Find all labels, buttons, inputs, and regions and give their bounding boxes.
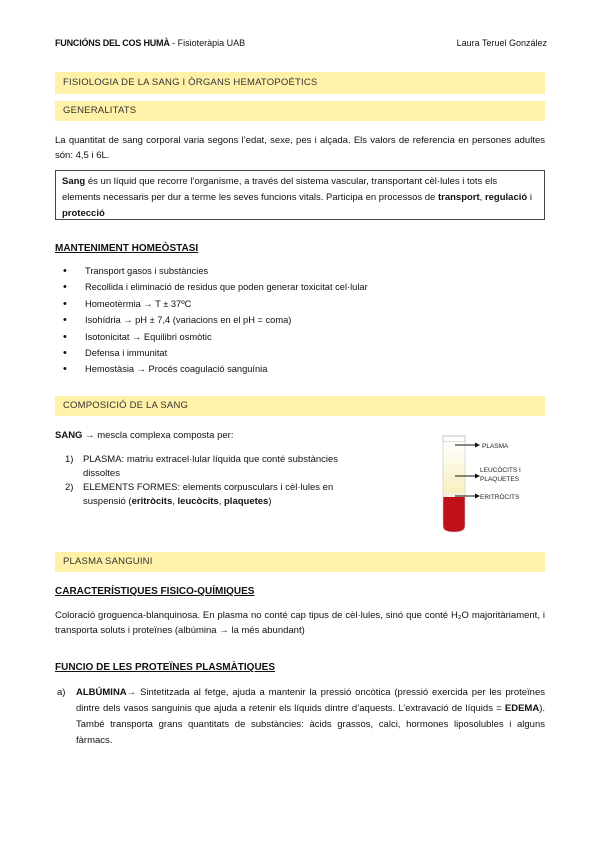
- course-title: FUNCIÓNS DEL COS HUMÀ: [55, 38, 170, 48]
- list-separator: ,: [172, 496, 178, 507]
- albumina-item: [55, 685, 545, 749]
- erythrocyte-layer: [443, 497, 465, 532]
- definition-text: és un líquid que recorre l’organisme, a través del sistema vascular, transportant cèl·lules i tots els elements necessaris per dur a terme les seves funcions vitals. Participa en processos de: [62, 176, 498, 203]
- plasma-paragraph: Coloració groguenca-blanquinosa. En plasma no conté cap tipus de cèl·lules, sinó que conté H₂O majoritàriament, i transporta soluts i proteïnes (albúmina → la més abundant): [55, 610, 545, 636]
- list-separator: ): [268, 496, 272, 507]
- list-text: ELEMENTS FORMES: elements corpusculars i cèl·lules en suspensió (: [83, 482, 334, 507]
- list-item: • Recollida i eliminació de residus que poden generar toxicitat cel·lular: [55, 282, 368, 298]
- blood-definition-box: [55, 170, 545, 220]
- generalitats-paragraph: La quantitat de sang corporal varia segons l’edat, sexe, pes i alçada. Els valors de referencia en persones adultes són: 4,5 i 6L.: [55, 135, 545, 161]
- keyword-eritrocits: eritròcits: [131, 496, 173, 507]
- keyword-albumina: ALBÚMINA: [76, 687, 127, 698]
- plasma-layer: [443, 442, 465, 496]
- section-band-generalitats: GENERALITATS: [55, 101, 545, 121]
- figure-label-plasma: PLASMA: [482, 443, 509, 450]
- list-item: • Homeotèrmia → T ± 37ºC: [55, 299, 368, 315]
- tube-cap: [443, 436, 465, 442]
- heading-caracteristiques: CARACTERÍSTIQUES FISICO-QUÍMIQUES: [55, 586, 255, 597]
- albumina-text: [76, 685, 545, 749]
- arrow-head-icon: [475, 443, 480, 448]
- list-number: 2): [65, 482, 74, 493]
- definition-separator: ,: [479, 192, 485, 203]
- page-header-title: [55, 38, 245, 48]
- sang-term: SANG: [55, 430, 83, 441]
- figure-label-leucocits: LEUCÒCITS I: [480, 467, 521, 474]
- test-tube: [443, 436, 465, 532]
- definition-term: Sang: [62, 176, 86, 187]
- albumina-description: → Sintetitzada al fetge, ajuda a mantenir la pressió oncòtica (pressió exercida per les proteïnes dintre dels vasos sanguinis que ajuda a retenir els líquids dintre d’aquests. L’extravació de líquids =: [76, 687, 545, 714]
- item-label: a): [57, 687, 66, 698]
- list-item-elements: [55, 481, 355, 509]
- list-item-plasma: [55, 453, 355, 481]
- sang-definition: [55, 430, 233, 441]
- author-name: Laura Teruel González: [456, 38, 547, 48]
- keyword-proteccio: protecció: [62, 208, 105, 219]
- keyword-edema: EDEMA: [504, 703, 540, 714]
- list-item: • Hemostàsia → Procés coagulació sanguínia: [55, 364, 368, 380]
- keyword-plaquetes: plaquetes: [224, 496, 269, 507]
- list-item: • Defensa i immunitat: [55, 348, 368, 364]
- figure-label-eritrocits: ERITRÒCITS: [480, 494, 520, 501]
- list-item: • Transport gasos i substàncies: [55, 266, 368, 282]
- heading-proteines: FUNCIO DE LES PROTEÏNES PLASMÀTIQUES: [55, 662, 276, 673]
- definition-separator: i: [527, 192, 532, 203]
- figure-label-plaquetes: PLAQUETES: [480, 476, 520, 483]
- keyword-transport: transport: [437, 192, 480, 203]
- albumina-description-end: ). També transporta grans quantitats de substàncies: àcids grassos, calci, hormones liposolubles i alguns fàrmacs.: [76, 703, 545, 746]
- blood-tube-figure: [425, 430, 545, 538]
- heading-manteniment: MANTENIMENT HOMEÒSTASI: [55, 243, 199, 254]
- list-item: • Isohídria → pH ± 7,4 (variacions en el pH = coma): [55, 315, 368, 331]
- section-band-plasma: PLASMA SANGUINI: [55, 552, 545, 572]
- section-band-main-title: FISIOLOGIA DE LA SANG I ÒRGANS HEMATOPOÈTICS: [55, 72, 545, 94]
- manteniment-list: [55, 266, 368, 381]
- section-band-composicio: COMPOSICIÓ DE LA SANG: [55, 396, 545, 416]
- list-separator: ,: [218, 496, 224, 507]
- composicio-list: [55, 453, 355, 509]
- keyword-leucocits: leucòcits: [177, 496, 219, 507]
- course-subtitle: - Fisioteràpia UAB: [169, 38, 246, 48]
- sang-text: → mescla complexa composta per:: [82, 430, 234, 441]
- list-number: 1): [65, 454, 74, 465]
- list-item: • Isotonicitat → Equilibri osmòtic: [55, 332, 368, 348]
- list-text: PLASMA: matriu extracel·lular líquida que conté substàncies dissoltes: [83, 454, 339, 479]
- keyword-regulacio: regulació: [484, 192, 528, 203]
